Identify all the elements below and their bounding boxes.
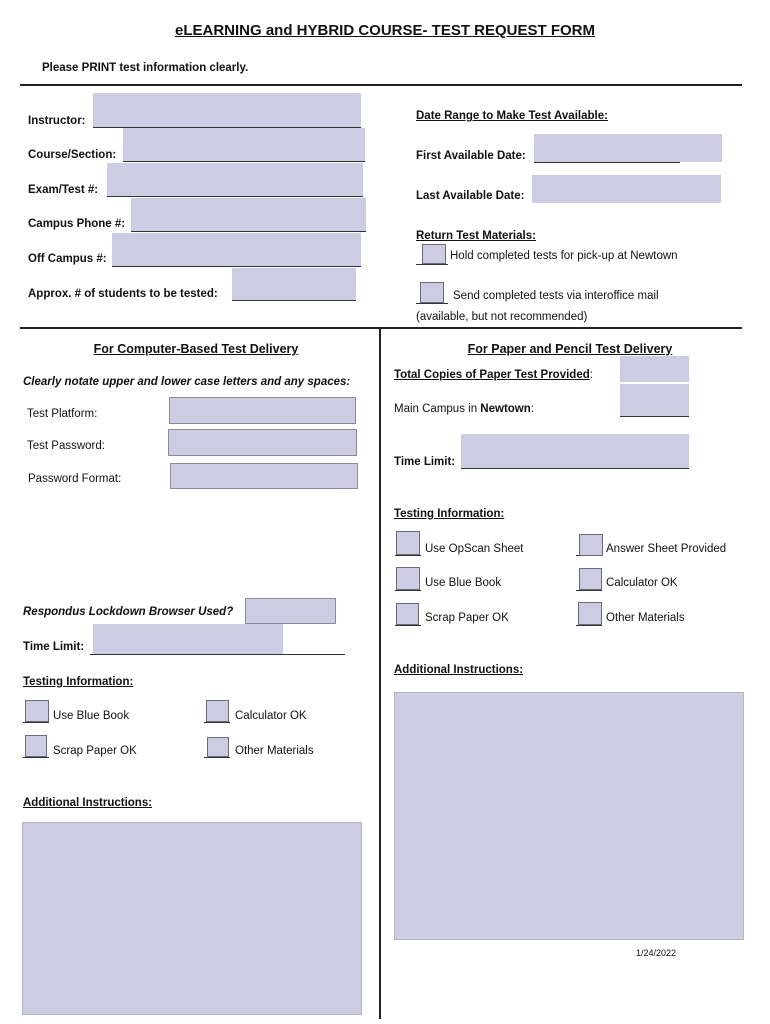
approx-students-field[interactable] <box>232 268 356 300</box>
cb-other-materials-label: Other Materials <box>235 745 314 757</box>
test-password-label: Test Password: <box>27 440 105 452</box>
top-divider <box>20 84 742 86</box>
total-copies-label <box>394 369 593 381</box>
send-interoffice-checkbox[interactable] <box>420 282 444 303</box>
cb-blue-book-underline <box>23 722 49 723</box>
main-campus-bold: Newtown <box>480 403 531 415</box>
main-campus-label <box>394 403 534 415</box>
total-copies-colon: : <box>589 369 593 381</box>
pp-other-materials-checkbox[interactable] <box>578 602 602 625</box>
pp-time-limit-underline <box>461 468 689 469</box>
course-section-field[interactable] <box>123 128 365 161</box>
cb-calculator-underline <box>204 722 230 723</box>
pp-scrap-paper-checkbox[interactable] <box>396 603 419 625</box>
cb-time-limit-field[interactable] <box>93 624 283 654</box>
pp-time-limit-label: Time Limit: <box>394 456 456 468</box>
pp-testing-info-label: Testing Information: <box>394 508 505 520</box>
pp-time-limit-field[interactable] <box>461 434 689 468</box>
cb-time-limit-label: Time Limit: <box>23 641 85 653</box>
pp-additional-label: Additional Instructions: <box>394 664 524 676</box>
form-title: eLEARNING and HYBRID COURSE- TEST REQUEST FORM <box>174 22 596 39</box>
cb-testing-info-label: Testing Information: <box>23 676 134 688</box>
cb-blue-book-label: Use Blue Book <box>53 710 130 722</box>
total-copies-field[interactable] <box>620 356 689 382</box>
opscan-label: Use OpScan Sheet <box>425 543 524 555</box>
pp-blue-book-label: Use Blue Book <box>425 577 502 589</box>
main-campus-field[interactable] <box>620 384 689 416</box>
cb-scrap-paper-checkbox[interactable] <box>25 735 47 757</box>
test-password-field[interactable] <box>168 429 357 456</box>
hold-pickup-label: Hold completed tests for pick-up at Newtown <box>450 250 678 262</box>
pp-blue-book-checkbox[interactable] <box>396 567 420 590</box>
course-section-label: Course/Section: <box>28 149 117 161</box>
cb-scrap-paper-label: Scrap Paper OK <box>53 745 137 757</box>
print-instruction: Please PRINT test information clearly. <box>42 62 249 74</box>
campus-phone-underline <box>131 231 366 232</box>
total-copies-text: Total Copies of Paper Test Provided <box>394 369 590 381</box>
exam-test-underline <box>107 196 363 197</box>
test-platform-label: Test Platform: <box>27 408 98 420</box>
main-campus-underline <box>620 416 689 417</box>
exam-test-label: Exam/Test #: <box>28 184 99 196</box>
test-platform-field[interactable] <box>169 397 356 424</box>
respondus-label: Respondus Lockdown Browser Used? <box>23 606 234 618</box>
hold-checkbox-underline <box>416 264 448 265</box>
instructor-field[interactable] <box>93 93 361 127</box>
revision-date: 1/24/2022 <box>636 948 677 958</box>
hold-pickup-checkbox[interactable] <box>422 244 446 264</box>
cb-additional-label: Additional Instructions: <box>23 797 153 809</box>
instructor-label: Instructor: <box>28 115 86 127</box>
pp-calculator-label: Calculator OK <box>606 577 678 589</box>
last-date-label: Last Available Date: <box>416 190 525 202</box>
last-date-field[interactable] <box>532 175 721 203</box>
cb-time-limit-underline <box>90 654 345 655</box>
pp-other-materials-underline <box>576 625 602 626</box>
opscan-underline <box>395 555 421 556</box>
answer-sheet-checkbox[interactable] <box>579 534 603 556</box>
send-interoffice-note: (available, but not recommended) <box>416 311 588 323</box>
off-campus-label: Off Campus #: <box>28 253 107 265</box>
cb-additional-textarea[interactable] <box>22 822 362 1015</box>
section-divider <box>20 327 742 329</box>
approx-students-label: Approx. # of students to be tested: <box>28 288 218 300</box>
approx-students-underline <box>232 300 356 301</box>
date-range-label: Date Range to Make Test Available: <box>416 110 608 122</box>
case-note: Clearly notate upper and lower case letters and any spaces: <box>23 376 351 388</box>
respondus-field[interactable] <box>245 598 336 624</box>
answer-sheet-label: Answer Sheet Provided <box>606 543 727 555</box>
course-section-underline <box>123 161 365 162</box>
return-materials-label: Return Test Materials: <box>416 230 536 242</box>
cb-scrap-paper-underline <box>23 757 49 758</box>
column-divider <box>379 327 381 1019</box>
pp-additional-textarea[interactable] <box>394 692 744 940</box>
password-format-field[interactable] <box>170 463 358 489</box>
cb-calculator-checkbox[interactable] <box>206 700 229 722</box>
pp-other-materials-label: Other Materials <box>606 612 685 624</box>
cb-other-materials-checkbox[interactable] <box>207 737 229 757</box>
pp-blue-book-underline <box>395 590 421 591</box>
main-campus-text: Main Campus in <box>394 403 481 415</box>
first-date-field[interactable] <box>534 134 722 162</box>
password-format-label: Password Format: <box>28 473 122 485</box>
cb-blue-book-checkbox[interactable] <box>25 700 49 722</box>
pp-scrap-paper-label: Scrap Paper OK <box>425 612 509 624</box>
pp-calculator-underline <box>576 590 602 591</box>
exam-test-field[interactable] <box>107 163 363 196</box>
campus-phone-field[interactable] <box>131 198 366 231</box>
pp-calculator-checkbox[interactable] <box>579 568 602 590</box>
opscan-checkbox[interactable] <box>396 531 420 555</box>
main-campus-colon: : <box>530 403 534 415</box>
send-interoffice-label: Send completed tests via interoffice mail <box>453 290 659 302</box>
computer-based-heading: For Computer-Based Test Delivery <box>93 342 299 356</box>
cb-other-materials-underline <box>204 757 230 758</box>
campus-phone-label: Campus Phone #: <box>28 218 126 230</box>
first-date-label: First Available Date: <box>416 150 526 162</box>
first-date-underline <box>534 162 680 163</box>
cb-calculator-label: Calculator OK <box>235 710 307 722</box>
paper-pencil-heading: For Paper and Pencil Test Delivery <box>467 342 673 356</box>
off-campus-underline <box>112 266 361 267</box>
send-checkbox-underline <box>416 303 448 304</box>
off-campus-field[interactable] <box>112 233 361 266</box>
pp-scrap-paper-underline <box>395 625 421 626</box>
